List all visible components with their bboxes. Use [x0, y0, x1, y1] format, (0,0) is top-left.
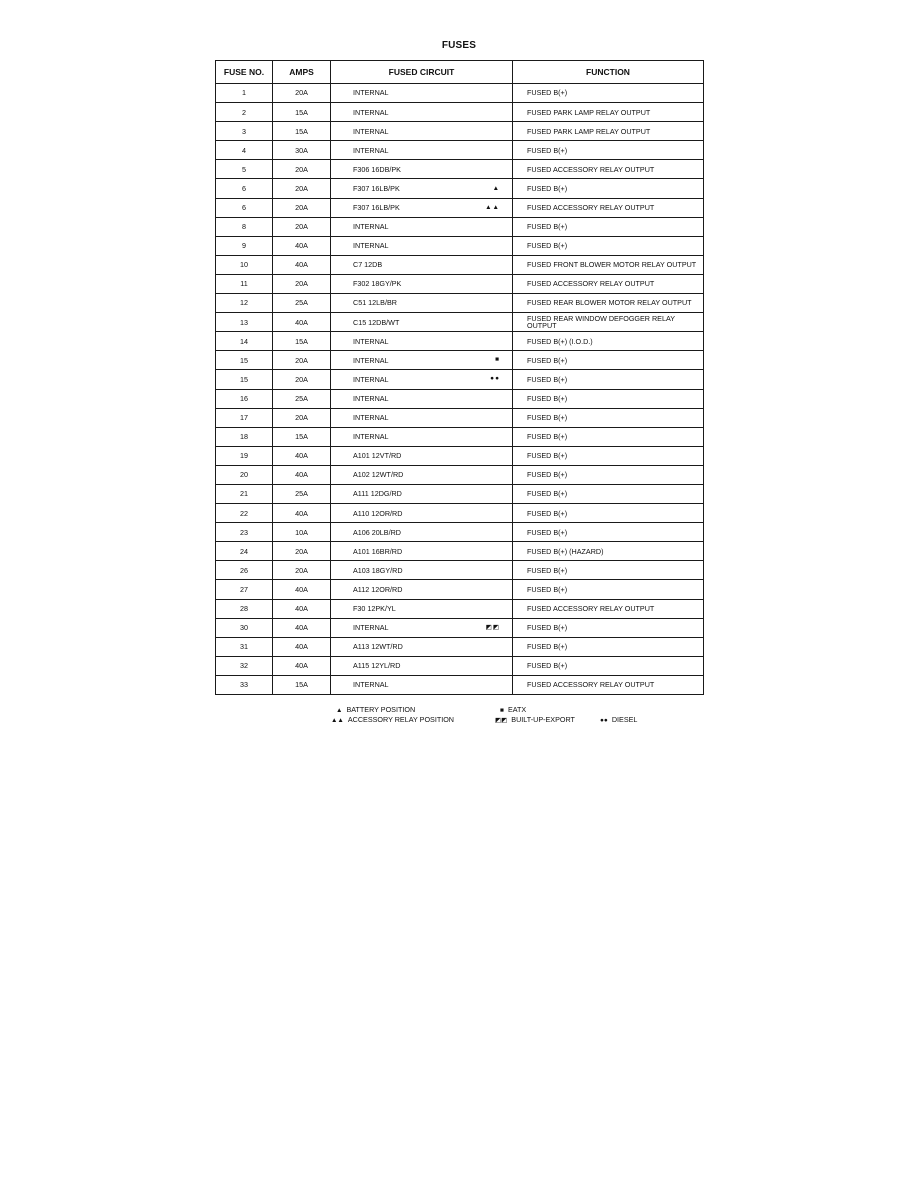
- function-cell: FUSED B(+): [513, 656, 704, 675]
- position-marker-icon: ▲: [492, 184, 500, 192]
- fused-circuit-cell: [331, 179, 513, 198]
- table-row: [216, 446, 704, 465]
- function-cell: FUSED ACCESSORY RELAY OUTPUT: [513, 675, 704, 694]
- fuse-number-cell: 4: [216, 141, 273, 160]
- function-cell: FUSED REAR BLOWER MOTOR RELAY OUTPUT: [513, 294, 704, 313]
- amps-cell: 40A: [273, 504, 331, 523]
- fuse-number-cell: 5: [216, 160, 273, 179]
- triangle-icon: ▲: [336, 707, 343, 714]
- amps-cell: 40A: [273, 580, 331, 599]
- fused-circuit-text: A115 12YL/RD: [353, 661, 401, 671]
- fused-circuit-text: INTERNAL: [353, 680, 389, 690]
- table-row: [216, 580, 704, 599]
- legend-item-accessory-relay-position: [331, 715, 454, 724]
- table-row: [216, 160, 704, 179]
- fused-circuit-text: INTERNAL: [353, 222, 389, 232]
- amps-cell: 25A: [273, 389, 331, 408]
- amps-cell: 40A: [273, 465, 331, 484]
- fuse-number-cell: 27: [216, 580, 273, 599]
- fuse-number-cell: 12: [216, 294, 273, 313]
- function-cell: FUSED REAR WINDOW DEFOGGER RELAY OUTPUT: [513, 313, 704, 332]
- fused-circuit-text: A112 12OR/RD: [353, 584, 403, 594]
- function-cell: FUSED ACCESSORY RELAY OUTPUT: [513, 198, 704, 217]
- legend-item-built-up-export: [495, 715, 575, 724]
- amps-cell: 25A: [273, 294, 331, 313]
- function-cell: FUSED ACCESSORY RELAY OUTPUT: [513, 160, 704, 179]
- column-header-fused-circuit: FUSED CIRCUIT: [331, 61, 513, 84]
- fuse-number-cell: 2: [216, 103, 273, 122]
- fuse-table-body: [216, 84, 704, 695]
- table-row: [216, 274, 704, 293]
- position-marker-icon: ◩◩: [485, 623, 500, 631]
- fuse-number-cell: 22: [216, 504, 273, 523]
- amps-cell: 40A: [273, 656, 331, 675]
- table-row: [216, 332, 704, 351]
- fuse-number-cell: 14: [216, 332, 273, 351]
- fused-circuit-text: F307 16LB/PK: [353, 183, 400, 193]
- function-cell: FUSED B(+): [513, 179, 704, 198]
- amps-cell: 40A: [273, 637, 331, 656]
- amps-cell: 40A: [273, 255, 331, 274]
- fused-circuit-cell: [331, 561, 513, 580]
- amps-cell: 20A: [273, 351, 331, 370]
- fused-circuit-cell: [331, 465, 513, 484]
- fused-circuit-text: INTERNAL: [353, 413, 389, 423]
- table-row: [216, 313, 704, 332]
- table-row: [216, 656, 704, 675]
- function-cell: FUSED B(+): [513, 446, 704, 465]
- fused-circuit-text: F306 16DB/PK: [353, 164, 401, 174]
- amps-cell: 40A: [273, 236, 331, 255]
- fused-circuit-text: INTERNAL: [353, 623, 389, 633]
- function-cell: FUSED B(+): [513, 217, 704, 236]
- fused-circuit-text: INTERNAL: [353, 432, 389, 442]
- fuse-number-cell: 9: [216, 236, 273, 255]
- fuse-table: [215, 60, 704, 695]
- table-row: [216, 389, 704, 408]
- fuse-number-cell: 1: [216, 84, 273, 103]
- fused-circuit-cell: [331, 217, 513, 236]
- amps-cell: 40A: [273, 313, 331, 332]
- table-row: [216, 255, 704, 274]
- table-row: [216, 103, 704, 122]
- legend-label: EATX: [507, 705, 527, 714]
- amps-cell: 15A: [273, 332, 331, 351]
- table-row: [216, 122, 704, 141]
- table-row: [216, 408, 704, 427]
- function-cell: FUSED B(+): [513, 523, 704, 542]
- fused-circuit-cell: [331, 274, 513, 293]
- fused-circuit-text: INTERNAL: [353, 393, 389, 403]
- fused-circuit-cell: [331, 542, 513, 561]
- function-cell: FUSED B(+) (I.O.D.): [513, 332, 704, 351]
- table-row: [216, 141, 704, 160]
- table-row: [216, 599, 704, 618]
- function-cell: FUSED B(+): [513, 580, 704, 599]
- fused-circuit-cell: [331, 122, 513, 141]
- fused-circuit-text: A113 12WT/RD: [353, 642, 403, 652]
- function-cell: FUSED B(+): [513, 618, 704, 637]
- amps-cell: 20A: [273, 408, 331, 427]
- fused-circuit-cell: [331, 637, 513, 656]
- fuse-number-cell: 31: [216, 637, 273, 656]
- fused-circuit-text: INTERNAL: [353, 355, 389, 365]
- function-cell: FUSED B(+): [513, 236, 704, 255]
- fused-circuit-text: C15 12DB/WT: [353, 317, 400, 327]
- fused-circuit-cell: [331, 675, 513, 694]
- fuse-number-cell: 11: [216, 274, 273, 293]
- function-cell: FUSED PARK LAMP RELAY OUTPUT: [513, 122, 704, 141]
- amps-cell: 40A: [273, 599, 331, 618]
- fuse-number-cell: 26: [216, 561, 273, 580]
- table-row: [216, 217, 704, 236]
- table-row: [216, 618, 704, 637]
- legend-label: BATTERY POSITION: [346, 705, 416, 714]
- table-row: [216, 84, 704, 103]
- amps-cell: 20A: [273, 84, 331, 103]
- function-cell: FUSED B(+): [513, 389, 704, 408]
- legend-item-diesel: [600, 715, 637, 724]
- fused-circuit-cell: [331, 446, 513, 465]
- fuse-number-cell: 18: [216, 427, 273, 446]
- fused-circuit-cell: [331, 580, 513, 599]
- amps-cell: 25A: [273, 484, 331, 503]
- fuse-number-cell: 32: [216, 656, 273, 675]
- fused-circuit-cell: [331, 370, 513, 389]
- amps-cell: 15A: [273, 675, 331, 694]
- fuse-number-cell: 16: [216, 389, 273, 408]
- function-cell: FUSED B(+): [513, 408, 704, 427]
- function-cell: FUSED FRONT BLOWER MOTOR RELAY OUTPUT: [513, 255, 704, 274]
- table-row: [216, 236, 704, 255]
- fused-circuit-cell: [331, 656, 513, 675]
- fused-circuit-text: INTERNAL: [353, 241, 389, 251]
- function-cell: FUSED B(+): [513, 561, 704, 580]
- fused-circuit-text: C7 12DB: [353, 260, 383, 270]
- fused-circuit-cell: [331, 236, 513, 255]
- position-marker-icon: ●●: [490, 375, 500, 383]
- fused-circuit-text: A102 12WT/RD: [353, 470, 404, 480]
- amps-cell: 15A: [273, 427, 331, 446]
- amps-cell: 40A: [273, 446, 331, 465]
- function-cell: FUSED B(+): [513, 484, 704, 503]
- table-row: [216, 484, 704, 503]
- fuse-number-cell: 23: [216, 523, 273, 542]
- square-icon: ■: [500, 707, 504, 714]
- fused-circuit-cell: [331, 313, 513, 332]
- legend-item-eatx: [500, 705, 526, 714]
- document-title: FUSES: [441, 40, 477, 51]
- position-marker-icon: ■: [495, 356, 500, 364]
- amps-cell: 20A: [273, 561, 331, 580]
- table-row: [216, 198, 704, 217]
- function-cell: FUSED B(+): [513, 637, 704, 656]
- fuse-number-cell: 17: [216, 408, 273, 427]
- fused-circuit-cell: [331, 427, 513, 446]
- amps-cell: 15A: [273, 122, 331, 141]
- fused-circuit-cell: [331, 504, 513, 523]
- amps-cell: 15A: [273, 103, 331, 122]
- function-cell: FUSED PARK LAMP RELAY OUTPUT: [513, 103, 704, 122]
- fuse-number-cell: 15: [216, 370, 273, 389]
- fused-circuit-cell: [331, 332, 513, 351]
- fuse-number-cell: 10: [216, 255, 273, 274]
- function-cell: FUSED ACCESSORY RELAY OUTPUT: [513, 274, 704, 293]
- fused-circuit-text: C51 12LB/BR: [353, 298, 397, 308]
- fused-circuit-text: A110 12OR/RD: [353, 508, 403, 518]
- fuse-number-cell: 20: [216, 465, 273, 484]
- position-marker-icon: ▲▲: [485, 203, 500, 211]
- fused-circuit-text: A103 18GY/RD: [353, 565, 403, 575]
- fused-circuit-cell: [331, 523, 513, 542]
- fused-circuit-cell: [331, 351, 513, 370]
- fused-circuit-text: INTERNAL: [353, 88, 389, 98]
- legend-label: BUILT-UP-EXPORT: [511, 715, 575, 724]
- amps-cell: 20A: [273, 179, 331, 198]
- fused-circuit-cell: [331, 198, 513, 217]
- fused-circuit-cell: [331, 618, 513, 637]
- column-header-amps: AMPS: [273, 61, 331, 84]
- fuse-number-cell: 15: [216, 351, 273, 370]
- table-row: [216, 523, 704, 542]
- fused-circuit-cell: [331, 599, 513, 618]
- box-pair-icon: ◩◩: [495, 717, 508, 724]
- fuse-number-cell: 28: [216, 599, 273, 618]
- legend-item-battery-position: [336, 705, 415, 714]
- amps-cell: 20A: [273, 370, 331, 389]
- legend-label: ACCESSORY RELAY POSITION: [347, 715, 454, 724]
- fused-circuit-text: INTERNAL: [353, 126, 389, 136]
- table-row: [216, 427, 704, 446]
- table-row: [216, 637, 704, 656]
- function-cell: FUSED B(+): [513, 504, 704, 523]
- fuse-number-cell: 13: [216, 313, 273, 332]
- fuse-number-cell: 21: [216, 484, 273, 503]
- fused-circuit-text: A101 16BR/RD: [353, 546, 403, 556]
- double-triangle-icon: ▲▲: [331, 717, 344, 724]
- legend: [0, 705, 918, 729]
- amps-cell: 30A: [273, 141, 331, 160]
- fused-circuit-text: A101 12VT/RD: [353, 451, 402, 461]
- amps-cell: 20A: [273, 198, 331, 217]
- function-cell: FUSED B(+): [513, 370, 704, 389]
- circle-pair-icon: ●●: [600, 717, 608, 724]
- function-cell: FUSED B(+) (HAZARD): [513, 542, 704, 561]
- table-row: [216, 561, 704, 580]
- legend-label: DIESEL: [611, 715, 638, 724]
- function-cell: FUSED B(+): [513, 351, 704, 370]
- function-cell: FUSED B(+): [513, 141, 704, 160]
- fused-circuit-cell: [331, 294, 513, 313]
- column-header-fuse-no: FUSE NO.: [216, 61, 273, 84]
- fused-circuit-text: INTERNAL: [353, 107, 389, 117]
- table-row: [216, 179, 704, 198]
- fused-circuit-cell: [331, 408, 513, 427]
- amps-cell: 10A: [273, 523, 331, 542]
- fused-circuit-text: A111 12DG/RD: [353, 489, 402, 499]
- function-cell: FUSED B(+): [513, 465, 704, 484]
- fused-circuit-text: A106 20LB/RD: [353, 527, 401, 537]
- fused-circuit-cell: [331, 389, 513, 408]
- table-row: [216, 542, 704, 561]
- table-row: [216, 294, 704, 313]
- fused-circuit-cell: [331, 141, 513, 160]
- table-header-row: [216, 61, 704, 84]
- function-cell: FUSED ACCESSORY RELAY OUTPUT: [513, 599, 704, 618]
- fused-circuit-cell: [331, 255, 513, 274]
- table-row: [216, 465, 704, 484]
- fused-circuit-cell: [331, 160, 513, 179]
- fused-circuit-text: INTERNAL: [353, 374, 389, 384]
- fused-circuit-text: F302 18GY/PK: [353, 279, 402, 289]
- fused-circuit-text: F30 12PK/YL: [353, 603, 396, 613]
- amps-cell: 20A: [273, 217, 331, 236]
- amps-cell: 20A: [273, 274, 331, 293]
- column-header-function: FUNCTION: [513, 61, 704, 84]
- fuse-number-cell: 3: [216, 122, 273, 141]
- table-row: [216, 370, 704, 389]
- fused-circuit-cell: [331, 84, 513, 103]
- fuse-number-cell: 6: [216, 179, 273, 198]
- table-row: [216, 504, 704, 523]
- fuse-number-cell: 19: [216, 446, 273, 465]
- fuse-number-cell: 6: [216, 198, 273, 217]
- fused-circuit-text: INTERNAL: [353, 145, 389, 155]
- table-row: [216, 351, 704, 370]
- amps-cell: 20A: [273, 542, 331, 561]
- fused-circuit-text: F307 16LB/PK: [353, 203, 400, 212]
- fused-circuit-cell: [331, 484, 513, 503]
- fuse-number-cell: 24: [216, 542, 273, 561]
- fuse-number-cell: 33: [216, 675, 273, 694]
- fused-circuit-text: INTERNAL: [353, 336, 389, 346]
- fuse-number-cell: 30: [216, 618, 273, 637]
- function-cell: FUSED B(+): [513, 84, 704, 103]
- fused-circuit-cell: [331, 103, 513, 122]
- amps-cell: 40A: [273, 618, 331, 637]
- amps-cell: 20A: [273, 160, 331, 179]
- function-cell: FUSED B(+): [513, 427, 704, 446]
- table-row: [216, 675, 704, 694]
- fuse-number-cell: 8: [216, 217, 273, 236]
